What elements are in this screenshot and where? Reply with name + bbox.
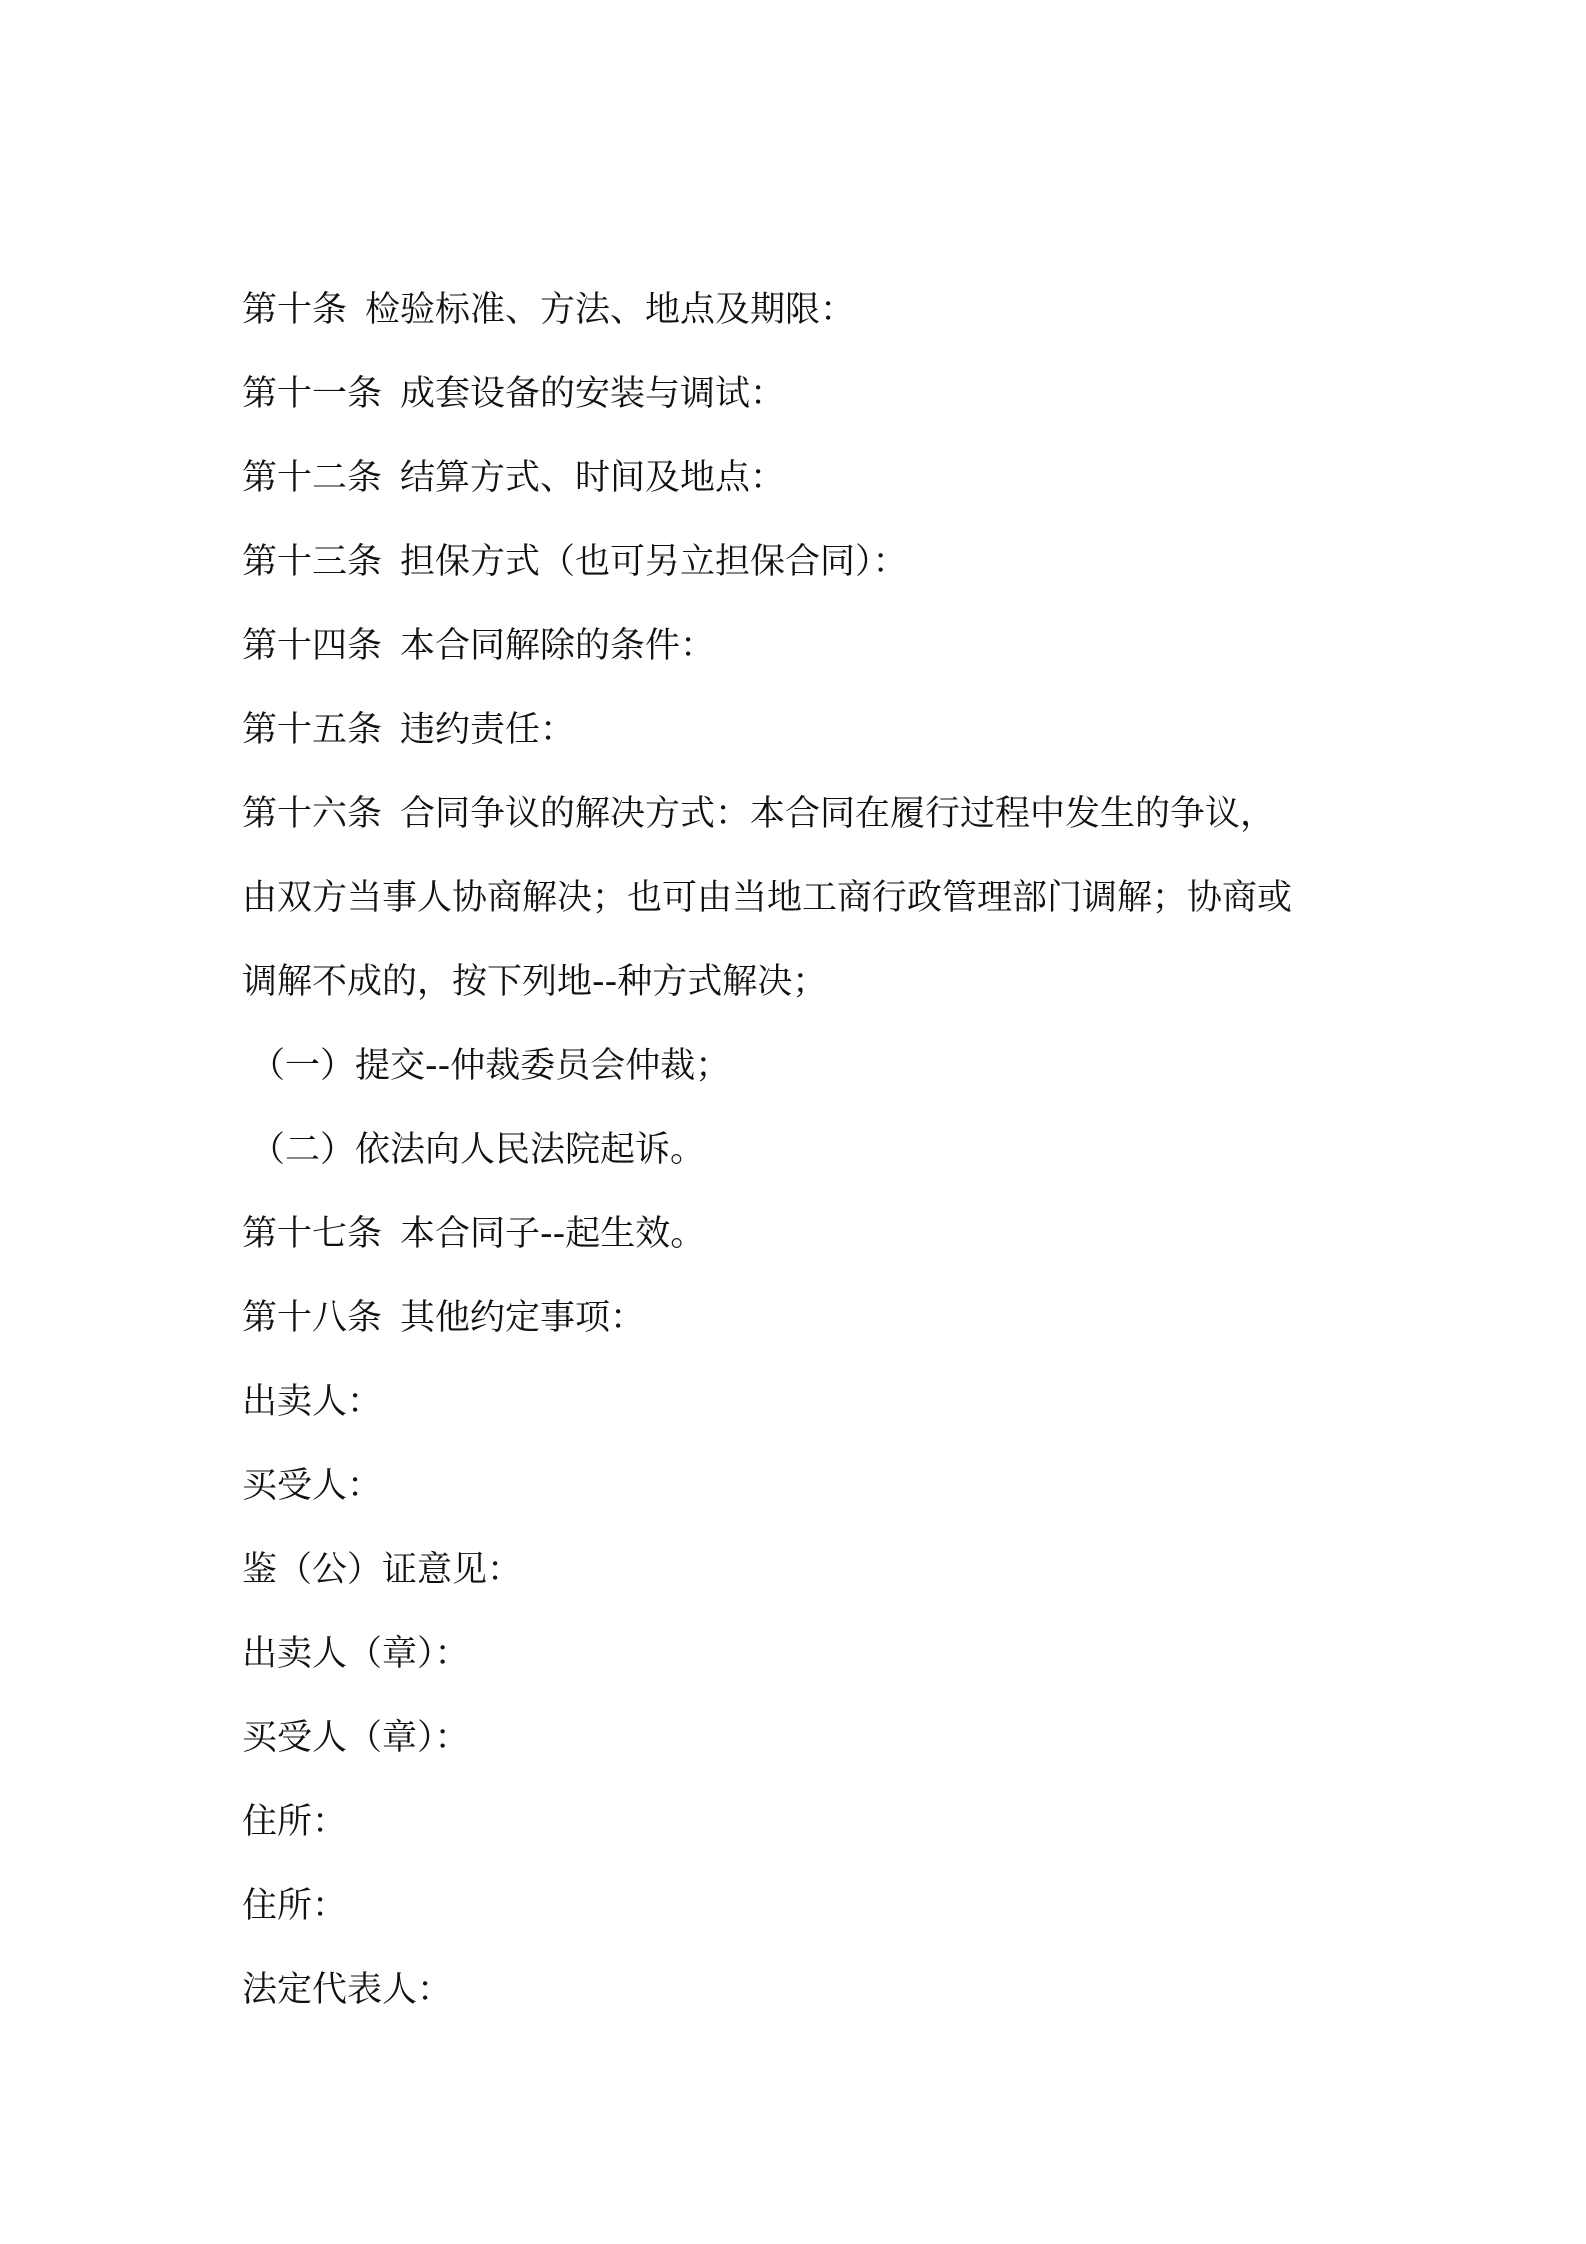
clause-number: 第十五条 xyxy=(242,710,383,750)
address-label xyxy=(242,1794,1362,1878)
clause-text: 合同争议的解决方式：本合同在履行过程中发生的争议， xyxy=(400,794,1276,834)
clause-11 xyxy=(242,366,1362,450)
option-item xyxy=(242,1122,1362,1206)
clause-number: 第十二条 xyxy=(242,458,383,498)
clause-18 xyxy=(242,1290,1362,1374)
seller-seal-label xyxy=(242,1626,1362,1710)
field-label: 买受人： xyxy=(242,1466,383,1506)
legal-representative-label xyxy=(242,1962,1362,2046)
field-label: 买受人（章）： xyxy=(242,1718,470,1758)
option-item xyxy=(242,1038,1362,1122)
clause-13 xyxy=(242,534,1362,618)
clause-number: 第十条 xyxy=(242,290,348,330)
clause-text: 结算方式、时间及地点： xyxy=(400,458,786,498)
clause-text: 本合同子--起生效。 xyxy=(400,1214,706,1254)
clause-text: 担保方式（也可另立担保合同）： xyxy=(400,542,908,582)
clause-17 xyxy=(242,1206,1362,1290)
address-label xyxy=(242,1878,1362,1962)
clause-text: 其他约定事项： xyxy=(400,1298,646,1338)
clause-16 xyxy=(242,786,1362,870)
clause-12 xyxy=(242,450,1362,534)
notary-opinion-label xyxy=(242,1542,1362,1626)
paragraph-text: 由双方当事人协商解决；也可由当地工商行政管理部门调解；协商或 xyxy=(242,878,1293,918)
clause-text: 违约责任： xyxy=(400,710,576,750)
clause-text: 检验标准、方法、地点及期限： xyxy=(365,290,856,330)
field-label: 住所： xyxy=(242,1802,348,1842)
clause-text: 成套设备的安装与调试： xyxy=(400,374,786,414)
clause-text: 本合同解除的条件： xyxy=(400,626,716,666)
clause-number: 第十七条 xyxy=(242,1214,383,1254)
clause-15 xyxy=(242,702,1362,786)
document-body xyxy=(242,282,1362,2046)
clause-number: 第十八条 xyxy=(242,1298,383,1338)
seller-label xyxy=(242,1374,1362,1458)
clause-16-continuation xyxy=(242,954,1362,1038)
field-label: 住所： xyxy=(242,1886,348,1926)
clause-16-continuation xyxy=(242,870,1362,954)
paragraph-text: 调解不成的，按下列地--种方式解决； xyxy=(242,962,828,1002)
field-label: 出卖人： xyxy=(242,1382,383,1422)
clause-10 xyxy=(242,282,1362,366)
option-text: （二）依法向人民法院起诉。 xyxy=(250,1130,706,1170)
option-text: （一）提交--仲裁委员会仲裁； xyxy=(250,1046,731,1086)
clause-number: 第十一条 xyxy=(242,374,383,414)
clause-number: 第十六条 xyxy=(242,794,383,834)
field-label: 鉴（公）证意见： xyxy=(242,1550,523,1590)
field-label: 出卖人（章）： xyxy=(242,1634,470,1674)
clause-number: 第十四条 xyxy=(242,626,383,666)
buyer-seal-label xyxy=(242,1710,1362,1794)
clause-14 xyxy=(242,618,1362,702)
buyer-label xyxy=(242,1458,1362,1542)
clause-number: 第十三条 xyxy=(242,542,383,582)
field-label: 法定代表人： xyxy=(242,1970,453,2010)
